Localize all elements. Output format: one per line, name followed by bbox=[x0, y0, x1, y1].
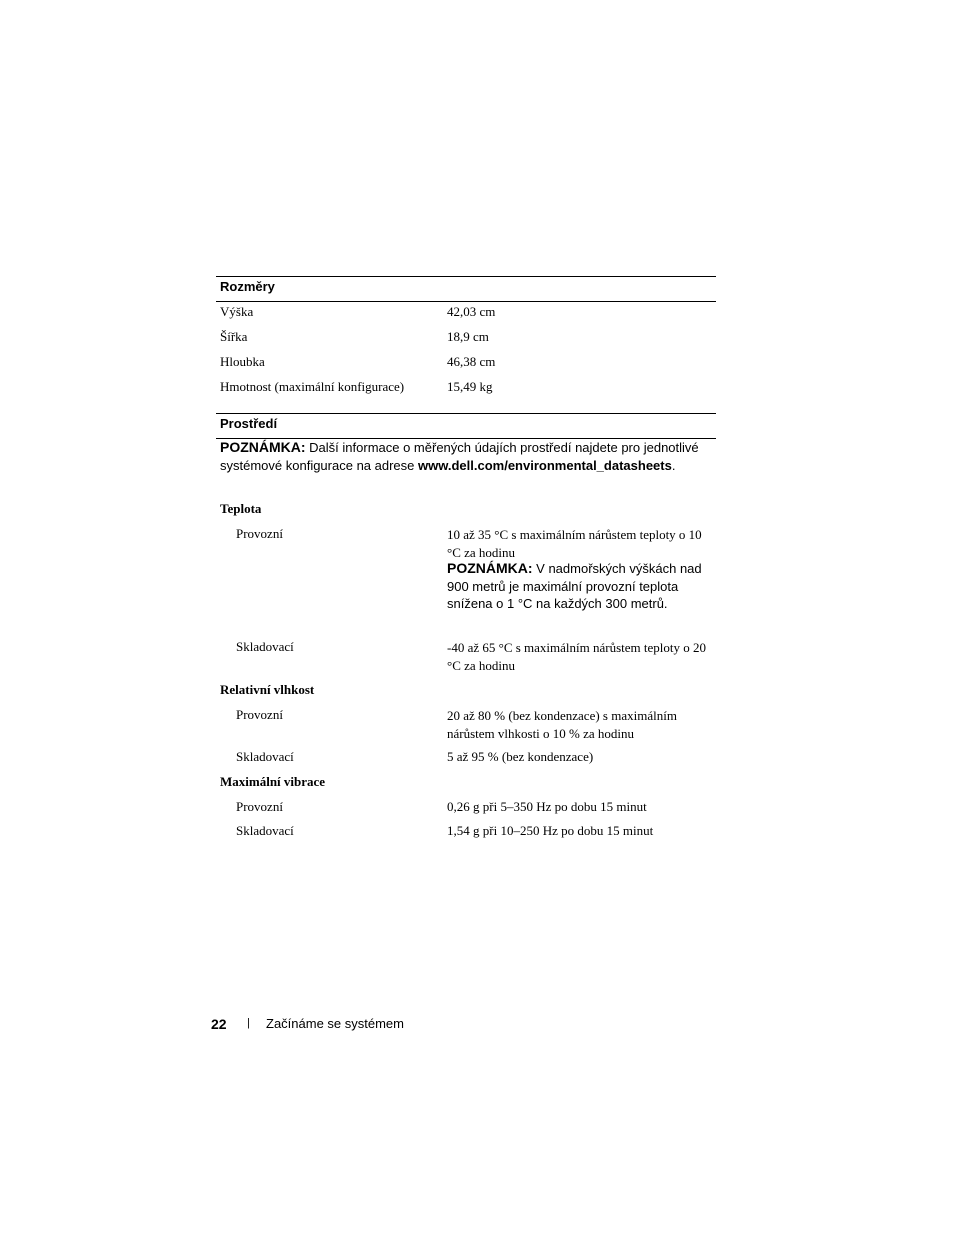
temperature-note-text: V nadmořských výškách nad 900 metrů je maximální provozní teplota snížena o 1 °C na každých 300 metrů. bbox=[447, 561, 702, 611]
weight-value: 15,49 kg bbox=[447, 379, 493, 394]
height-value: 42,03 cm bbox=[447, 304, 496, 319]
environment-top-rule bbox=[216, 413, 716, 414]
depth-label: Hloubka bbox=[220, 354, 265, 369]
humidity-heading: Relativní vlhkost bbox=[220, 682, 315, 697]
dimensions-heading-rule bbox=[216, 301, 716, 302]
vibration-heading: Maximální vibrace bbox=[220, 774, 326, 789]
vibration-operating-label: Provozní bbox=[236, 799, 283, 814]
temperature-storage-value: -40 až 65 °C s maximálním nárůstem teploty o 20 °C za hodinu bbox=[447, 640, 707, 673]
dimensions-heading: Rozměry bbox=[220, 279, 275, 294]
vibration-storage-label: Skladovací bbox=[236, 823, 294, 838]
humidity-storage-label: Skladovací bbox=[236, 749, 294, 764]
temperature-storage-label: Skladovací bbox=[236, 639, 294, 654]
height-label: Výška bbox=[220, 304, 254, 319]
temperature-operating-value: 10 až 35 °C s maximálním nárůstem teploty o 10 °C za hodinu bbox=[447, 527, 702, 560]
datasheets-link[interactable]: www.dell.com/environmental_datasheets bbox=[418, 457, 672, 473]
environment-heading: Prostředí bbox=[220, 416, 278, 431]
humidity-operating-label: Provozní bbox=[236, 707, 283, 722]
temperature-heading: Teplota bbox=[220, 501, 262, 516]
temperature-note bbox=[447, 560, 709, 613]
note-text: Další informace o měřených údajích prostředí najdete pro jednotlivé systémové konfigurace na adrese bbox=[220, 440, 699, 473]
footer-separator: | bbox=[247, 1017, 250, 1029]
environment-note bbox=[220, 439, 700, 474]
note-label: POZNÁMKA: bbox=[220, 439, 306, 455]
top-rule bbox=[216, 276, 716, 277]
width-value: 18,9 cm bbox=[447, 329, 489, 344]
page-number: 22 bbox=[211, 1016, 227, 1032]
vibration-storage-value: 1,54 g při 10–250 Hz po dobu 15 minut bbox=[447, 823, 654, 838]
humidity-storage-value: 5 až 95 % (bez kondenzace) bbox=[447, 749, 594, 764]
width-label: Šířka bbox=[220, 329, 248, 344]
temperature-note-label: POZNÁMKA: bbox=[447, 560, 533, 576]
weight-label: Hmotnost (maximální konfigurace) bbox=[220, 379, 405, 394]
vibration-operating-value: 0,26 g při 5–350 Hz po dobu 15 minut bbox=[447, 799, 647, 814]
temperature-operating-label: Provozní bbox=[236, 526, 283, 541]
depth-value: 46,38 cm bbox=[447, 354, 496, 369]
footer-title: Začínáme se systémem bbox=[266, 1016, 404, 1031]
note-end: . bbox=[671, 457, 676, 473]
humidity-operating-value: 20 až 80 % (bez kondenzace) s maximálním nárůstem vlhkosti o 10 % za hodinu bbox=[447, 708, 677, 741]
